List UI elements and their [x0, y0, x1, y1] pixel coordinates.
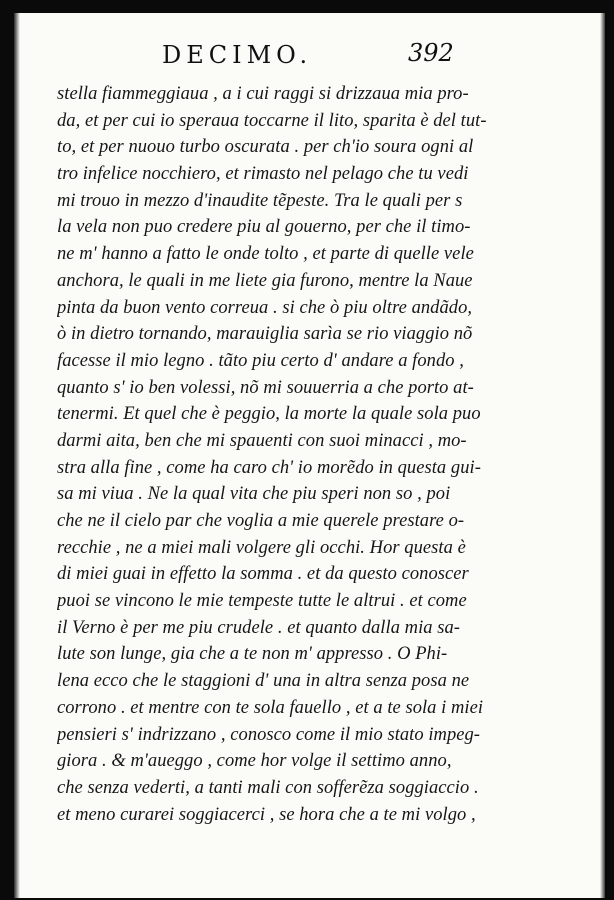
text-line: tro infelice nocchiero, et rimasto nel pelago che tu vedi [57, 164, 469, 185]
text-line: che senza vederti, a tanti mali con sofferẽza soggiaccio . [57, 777, 479, 798]
running-head: DECIMO. [162, 41, 313, 69]
text-line: da, et per cui io speraua toccarne il lito, sparita è del tut- [57, 110, 487, 131]
body-text [57, 81, 605, 828]
text-line: darmi aita, ben che mi spauenti con suoi minacci , mo- [57, 430, 467, 451]
text-line: ò in dietro tornando, marauiglia sarìa se rio viaggio nõ [57, 324, 473, 345]
text-line: che ne il cielo par che voglia a mie querele prestare o- [57, 511, 465, 531]
text-line: to, et per nuouo turbo oscurata . per ch'io soura ogni al [57, 137, 474, 158]
page-header [14, 41, 605, 75]
text-line: mi trouo in mezzo d'inaudite tẽpeste. Tra le quali per s [57, 190, 463, 211]
book-page [14, 13, 605, 898]
text-line: recchie , ne a miei mali volgere gli occhi. Hor questa è [57, 537, 466, 558]
text-line: giora . & m'aueggo , come hor volge il settimo anno, [57, 751, 452, 772]
page-number: 392 [408, 39, 454, 67]
text-line: quanto s' io ben volessi, nõ mi souuerria a che porto at- [57, 377, 474, 398]
text-line: pensieri s' indrizzano , conosco come il mio stato impeg- [57, 724, 481, 745]
text-line: et meno curarei soggiacerci , se hora che a te mi volgo , [57, 804, 476, 825]
text-line: tenermi. Et quel che è peggio, la morte la quale sola puo [57, 404, 481, 425]
text-line: stra alla fine , come ha caro ch' io morẽdo in questa gui- [57, 457, 481, 478]
text-line: il Verno è per me piu crudele . et quanto dalla mia sa- [57, 617, 461, 638]
text-line: di miei guai in effetto la somma . et da questo conoscer [57, 564, 469, 585]
text-line: anchora, le quali in me liete gia furono, mentre la Naue [57, 270, 473, 291]
text-line: puoi se vincono le mie tempeste tutte le altrui . et come [57, 591, 467, 612]
text-line: pinta da buon vento correua . si che ò piu oltre andãdo, [57, 297, 473, 318]
text-line: la vela non puo credere piu al gouerno, per che il timo- [57, 217, 471, 238]
text-line: stella fiammeggiaua , a i cui raggi si drizzaua mia pro- [57, 84, 469, 104]
text-line: lute son lunge, gia che a te non m' appresso . O Phi- [57, 644, 448, 665]
text-line: lena ecco che le staggioni d' una in altra senza posa ne [57, 671, 470, 692]
text-line: sa mi viua . Ne la qual vita che piu speri non so , poi [57, 484, 451, 505]
text-line: facesse il mio legno . tãto piu certo d' andare a fondo , [57, 350, 464, 371]
text-line: corrono . et mentre con te sola fauello , et a te sola i miei [57, 697, 484, 718]
text-line: ne m' hanno a fatto le onde tolto , et parte di quelle vele [57, 244, 474, 265]
